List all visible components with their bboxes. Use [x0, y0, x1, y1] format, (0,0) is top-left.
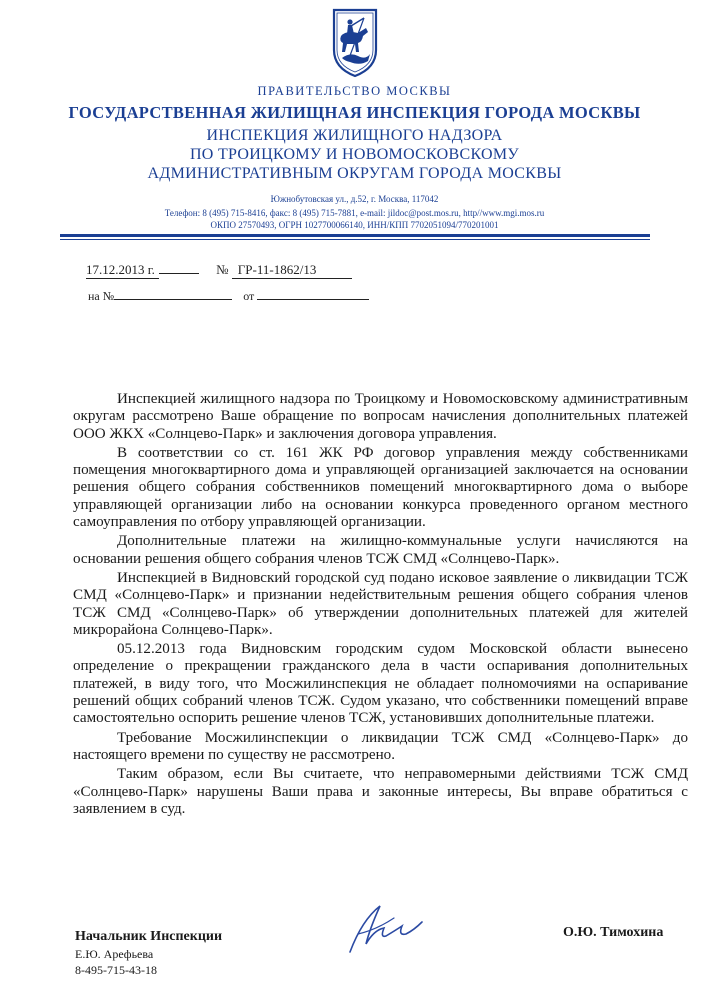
header-divider-thick — [60, 234, 650, 237]
subdivision-line-1: ИНСПЕКЦИЯ ЖИЛИЩНОГО НАДЗОРА — [206, 127, 503, 144]
ref-from-label: от — [243, 289, 255, 303]
date-underline — [159, 273, 199, 274]
ref-number-label: на № — [88, 289, 115, 303]
paragraph: Таким образом, если Вы считаете, что неправомерными действиями ТСЖ СМД «Солнцево-Парк» нарушены Ваши права и законные интересы, Вы вправе обратиться с заявлением в суд. — [73, 766, 688, 817]
header-divider-thin — [60, 239, 650, 240]
inspection-title: ГОСУДАРСТВЕННАЯ ЖИЛИЩНАЯ ИНСПЕКЦИЯ ГОРОДА МОСКВЫ — [68, 103, 641, 122]
outgoing-number: ГР-11-1862/13 — [232, 262, 352, 279]
outgoing-date: 17.12.2013 г. — [86, 262, 159, 279]
executor-name: Е.Ю. Арефьева — [75, 947, 154, 961]
signer-name: О.Ю. Тимохина — [563, 925, 664, 940]
letter-body — [73, 391, 688, 820]
subdivision-line-2: ПО ТРОИЦКОМУ И НОВОМОСКОВСКОМУ — [189, 146, 520, 163]
contacts: Телефон: 8 (495) 715-8416, факс: 8 (495) 715-7881, e-mail: jildoc@post.mos.ru, http//www.mgi.mos.ru — [164, 208, 545, 218]
reference-line — [88, 289, 369, 304]
address: Южнобутовская ул., д.52, г. Москва, 117042 — [270, 194, 439, 204]
paragraph: 05.12.2013 года Видновским городским судом Московской области вынесено определение о прекращении гражданского дела в части оспаривания дополнительных платежей, в виду того, что Мосжилинспекция не обладает полномочиями на оспаривание решений общих собраний членов ТСЖ. Судом указано, что собственники помещений вправе самостоятельно оспорить решение членов ТСЖ, установивших дополнительные платежи. — [73, 641, 688, 727]
ref-date-blank — [257, 289, 369, 300]
number-label: № — [216, 262, 229, 277]
executor-phone: 8-495-715-43-18 — [75, 963, 157, 977]
paragraph: В соответствии со ст. 161 ЖК РФ договор управления между собственниками помещения многоквартирного дома и управляющей организацией заключается на основании решения общего собрания собственников помещений многоквартирного дома о выборе управляющей организации либо на основании конкурса проведенного органом местного самоуправления по отбору управляющей организации. — [73, 444, 688, 531]
paragraph: Дополнительные платежи на жилищно-коммунальные услуги начисляются на основании решения общего собрания членов ТСЖ СМД «Солнцево-Парк». — [73, 533, 688, 567]
registration-codes: ОКПО 27570493, ОГРН 1027700066140, ИНН/КПП 7702051094/770201001 — [210, 220, 499, 230]
handwritten-signature-icon — [340, 900, 428, 960]
paragraph: Инспекцией в Видновский городской суд подано исковое заявление о ликвидации ТСЖ СМД «Солнцево-Парк» и признании недействительным решения общего собрания членов ТСЖ СМД «Солнцево-Парк» об утверждении дополнительных платежей для жителей микрорайона Солнцево-Парк». — [73, 569, 688, 638]
government-title: ПРАВИТЕЛЬСТВО МОСКВЫ — [257, 84, 452, 98]
paragraph: Инспекцией жилищного надзора по Троицкому и Новомосковскому административным округам рассмотрено Ваше обращение по вопросам начисления дополнительных платежей ООО ЖКХ «Солнцево-Парк» и заключения договора управления. — [73, 391, 688, 442]
executor-info — [75, 946, 157, 978]
outgoing-registration — [86, 262, 352, 279]
paragraph: Требование Мосжилинспекции о ликвидации ТСЖ СМД «Солнцево-Парк» до настоящего времени по существу не рассмотрено. — [73, 729, 688, 763]
moscow-coat-of-arms-icon — [328, 6, 382, 78]
subdivision-line-3: АДМИНИСТРАТИВНЫМ ОКРУГАМ ГОРОДА МОСКВЫ — [147, 165, 562, 182]
signer-position: Начальник Инспекции — [75, 929, 223, 944]
ref-number-blank — [114, 289, 232, 300]
